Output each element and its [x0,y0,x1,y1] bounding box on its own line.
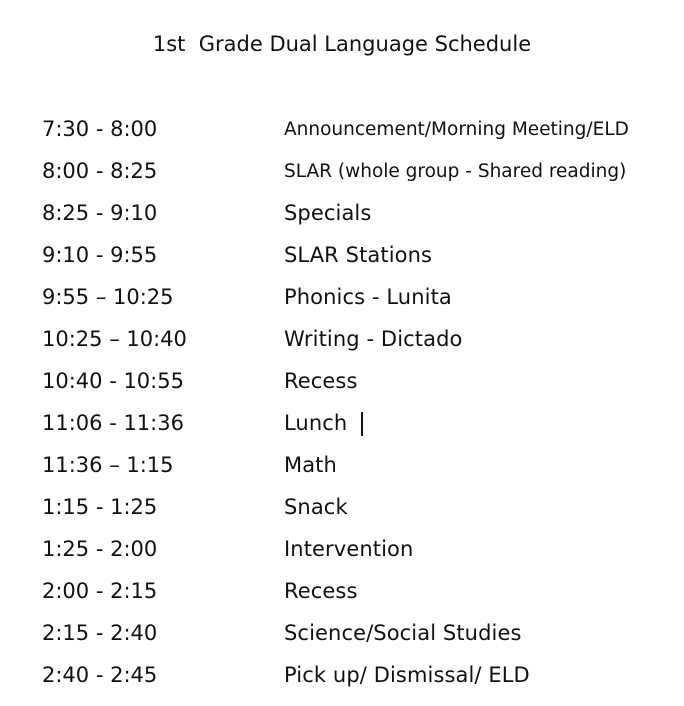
schedule-row [42,318,682,360]
schedule-activity: Science/Social Studies [284,621,522,645]
schedule-activity: Specials [284,201,372,225]
schedule-time: 9:10 - 9:55 [42,243,158,267]
schedule-time: 11:36 – 1:15 [42,453,174,477]
schedule-activity: Pick up/ Dismissal/ ELD [284,663,530,687]
schedule-activity: SLAR (whole group - Shared reading) [284,160,627,182]
schedule-row [42,528,682,570]
schedule-time: 1:25 - 2:00 [42,537,158,561]
schedule-row [42,444,682,486]
schedule-time: 8:00 - 8:25 [42,159,158,183]
schedule-row [42,570,682,612]
schedule-row [42,192,682,234]
schedule-row [42,276,682,318]
schedule-row [42,234,682,276]
schedule-time: 10:40 - 10:55 [42,369,184,393]
schedule-time: 2:00 - 2:15 [42,579,158,603]
schedule-activity-text: Lunch [284,410,348,435]
schedule-row [42,360,682,402]
schedule-time: 10:25 – 10:40 [42,327,187,351]
schedule-activity: Recess [284,369,358,393]
schedule-time: 2:40 - 2:45 [42,663,158,687]
schedule-row [42,402,682,444]
text-cursor [361,412,363,436]
schedule-row [42,486,682,528]
schedule-activity: Snack [284,495,348,519]
schedule-activity [284,411,363,436]
schedule-time: 2:15 - 2:40 [42,621,158,645]
schedule-activity: Math [284,453,337,477]
schedule-row [42,654,682,696]
schedule-row [42,150,682,192]
schedule-time: 11:06 - 11:36 [42,411,184,435]
schedule-activity: Recess [284,579,358,603]
schedule-time: 1:15 - 1:25 [42,495,158,519]
schedule-activity: SLAR Stations [284,243,433,267]
schedule-row [42,108,682,150]
schedule-activity: Intervention [284,537,414,561]
schedule-activity: Writing - Dictado [284,327,463,351]
schedule-time: 7:30 - 8:00 [42,117,158,141]
schedule-activity: Phonics - Lunita [284,285,452,309]
schedule-time: 9:55 – 10:25 [42,285,174,309]
schedule-activity: Announcement/Morning Meeting/ELD [284,118,629,140]
schedule-table [42,108,682,696]
schedule-row [42,612,682,654]
page-title: 1st Grade Dual Language Schedule [152,32,532,56]
schedule-time: 8:25 - 9:10 [42,201,158,225]
